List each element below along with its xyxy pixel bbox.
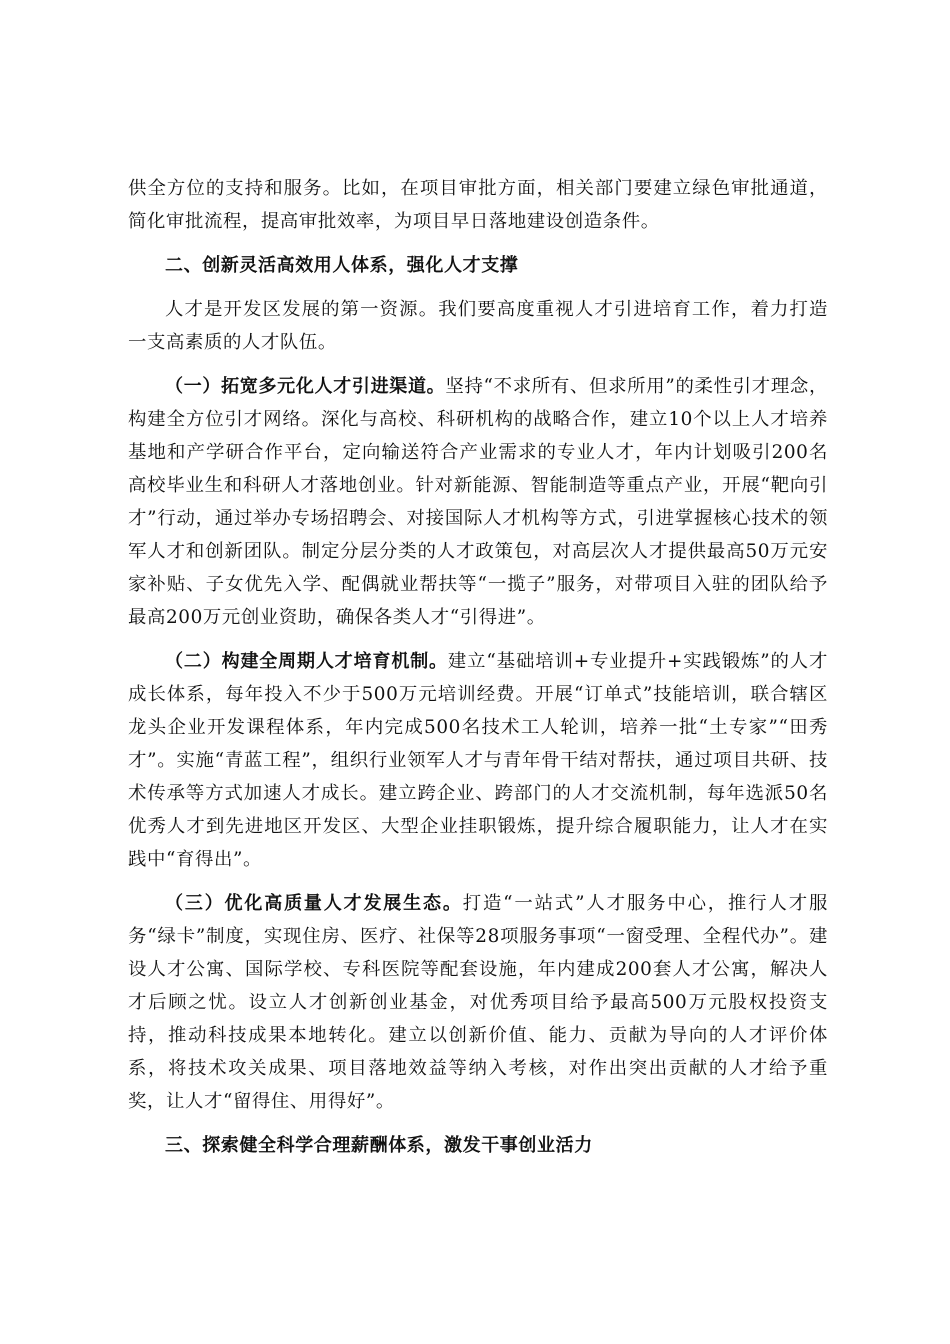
section-two-intro: 人才是开发区发展的第一资源。我们要高度重视人才引进培育工作，着力打造一支高素质的人才队伍。 [128,299,828,353]
subsection-lead: （三）优化高质量人才发展生态。 [165,893,463,914]
continuation-paragraph: 供全方位的支持和服务。比如，在项目审批方面，相关部门要建立绿色审批通道，简化审批流程，提高审批效率，为项目早日落地建设创造条件。 [128,178,828,232]
section-two-heading: 二、创新灵活高效用人体系，强化人才支撑 [165,255,519,276]
subsection-talent-channels [128,370,828,634]
subsection-body: 打造“一站式”人才服务中心，推行人才服务“绿卡”制度，实现住房、医疗、社保等28项服务事项“一窗受理、全程代办”。建设人才公寓、国际学校、专科医院等配套设施，年内建成200套人才公寓，解决人才后顾之忧。设立人才创新创业基金，对优秀项目给予最高500万元股权投资支持，推动科技成果本地转化。建立以创新价值、能力、贡献为导向的人才评价体系，将技术攻关成果、项目落地效益等纳入考核，对作出突出贡献的人才给予重奖，让人才“留得住、用得好”。 [128,893,828,1112]
subsection-lead: （一）拓宽多元化人才引进渠道。 [165,376,446,397]
document-page [128,172,828,1173]
subsection-body: 坚持“不求所有、但求所用”的柔性引才理念，构建全方位引才网络。深化与高校、科研机构的战略合作，建立10个以上人才培养基地和产学研合作平台，定向输送符合产业需求的专业人才，年内计划吸引200名高校毕业生和科研人才落地创业。针对新能源、智能制造等重点产业，开展“靶向引才”行动，通过举办专场招聘会、对接国际人才机构等方式，引进掌握核心技术的领军人才和创新团队。制定分层分类的人才政策包，对高层次人才提供最高50万元安家补贴、子女优先入学、配偶就业帮扶等“一揽子”服务，对带项目入驻的团队给予最高200万元创业资助，确保各类人才“引得进”。 [128,376,828,628]
subsection-talent-training [128,645,828,876]
subsection-lead: （二）构建全周期人才培育机制。 [165,651,448,672]
subsection-talent-ecosystem [128,887,828,1118]
section-three-heading: 三、探索健全科学合理薪酬体系，激发干事创业活力 [165,1135,593,1156]
subsection-body: 建立“基础培训+专业提升+实践锻炼”的人才成长体系，每年投入不少于500万元培训经费。开展“订单式”技能培训，联合辖区龙头企业开发课程体系，年内完成500名技术工人轮训，培养一批“土专家”“田秀才”。实施“青蓝工程”，组织行业领军人才与青年骨干结对帮扶，通过项目共研、技术传承等方式加速人才成长。建立跨企业、跨部门的人才交流机制，每年选派50名优秀人才到先进地区开发区、大型企业挂职锻炼，提升综合履职能力，让人才在实践中“育得出”。 [128,651,828,870]
